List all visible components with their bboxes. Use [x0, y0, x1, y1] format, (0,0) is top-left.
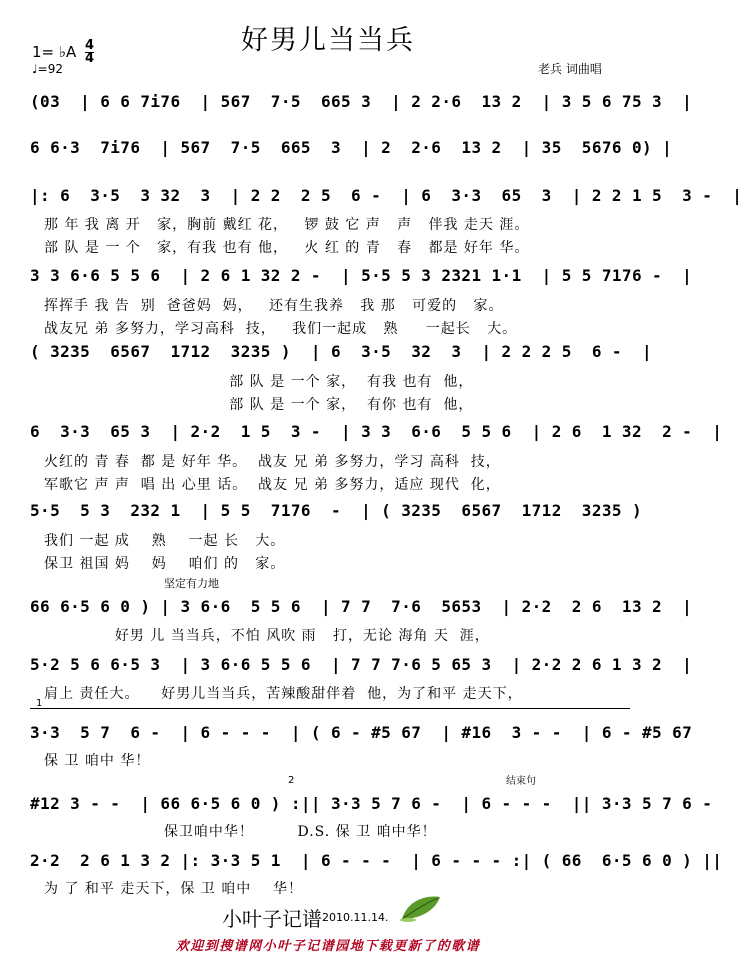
notation-line-9: 5·2 5 6 6·5 3 | 3 6·6 5 5 6 | 7 7 7·6 5 65 3 | 2·2 2 6 1 3 2 |	[30, 655, 693, 674]
lyric-line-11: 好男 儿 当当兵，不怕 风吹 雨 打，无论 海角 天 涯，	[44, 628, 490, 644]
time-bottom: 4	[85, 51, 95, 66]
volta-bracket-1	[30, 708, 630, 709]
lyric-line-7: 火红的 青 春 都 是 好年 华。 战友 兄 弟 多努力，学习 高科 技，	[44, 454, 501, 470]
author-credit: 老兵 词曲唱	[538, 62, 602, 76]
notation-line-7: 5·5 5 3 232 1 | 5 5 7176 - | ( 3235 6567 1712 3235 )	[30, 501, 643, 520]
time-top: 4	[85, 38, 95, 53]
notation-line-8: 66 6·5 6 0 ) | 3 6·6 5 5 6 | 7 7 7·6 5653 | 2·2 2 6 13 2 |	[30, 597, 693, 616]
notation-line-5: ( 3235 6567 1712 3235 ) | 6 3·5 32 3 | 2 2 2 5 6 - |	[30, 342, 653, 361]
song-title: 好男儿当当兵	[241, 25, 415, 56]
volta-1-label: 1	[36, 698, 43, 709]
volta-2-label: 2	[288, 775, 295, 786]
notation-line-1: (03 | 6 6 7i76 | 567 7·5 665 3 | 2 2·6 13 2 | 3 5 6 75 3 |	[30, 92, 693, 111]
lyric-line-15: 为 了 和平 走天下，保 卫 咱中 华！	[44, 881, 304, 897]
notation-line-3: |: 6 3·5 3 32 3 | 2 2 2 5 6 - | 6 3·3 65 3 | 2 2 1 5 3 - |	[30, 186, 742, 205]
lyric-line-6: 部 队 是 一个 家， 有你 也有 他，	[44, 397, 474, 413]
leaf-icon	[398, 893, 444, 927]
footer-note: 欢迎到搜谱网小叶子记谱园地下载更新了的歌谱	[175, 939, 481, 954]
lyric-line-3: 挥挥手 我 告 别 爸爸妈 妈， 还有生我养 我 那 可爱的 家。	[44, 298, 504, 314]
lyric-line-13: 保 卫 咱中 华！	[44, 753, 151, 769]
tempo-marking: ♩=92	[32, 62, 63, 76]
ending-label: 结束句	[506, 776, 536, 787]
key-text: 1= ♭A	[32, 43, 77, 61]
lyric-line-8: 军歌它 声 声 唱 出 心里 话。 战友 兄 弟 多努力，适应 现代 化，	[44, 477, 501, 493]
time-signature	[85, 40, 94, 65]
lyric-line-1: 那 年 我 离 开 家，胸前 戴红 花， 锣 鼓 它 声 声 伴我 走天 涯。	[44, 217, 530, 233]
notation-line-11: #12 3 - - | 66 6·5 6 0 ) :|| 3·3 5 7 6 - | 6 - - - || 3·3 5 7 6 -	[30, 794, 713, 813]
lyric-line-12: 肩上 责任大。 好男儿当当兵，苦辣酸甜伴着 他，为了和平 走天下，	[44, 686, 523, 702]
lyric-line-14: 保卫咱中华！ D.S. 保 卫 咱中华！	[44, 824, 437, 840]
lyric-line-2: 部 队 是 一 个 家，有我 也有 他， 火 红 的 青 春 都是 好年 华。	[44, 240, 530, 256]
lyric-line-5: 部 队 是 一个 家， 有我 也有 他，	[44, 374, 474, 390]
notation-line-4: 3 3 6·6 5 5 6 | 2 6 1 32 2 - | 5·5 5 3 2321 1·1 | 5 5 7176 - |	[30, 266, 693, 285]
expression-mark: 坚定有力地	[164, 577, 219, 590]
notation-line-6: 6 3·3 65 3 | 2·2 1 5 3 - | 3 3 6·6 5 5 6 | 2 6 1 32 2 - |	[30, 422, 723, 441]
notation-line-2: 6 6·3 7i76 | 567 7·5 665 3 | 2 2·6 13 2 | 35 5676 0) |	[30, 138, 673, 157]
lyric-line-9: 我们 一起 成 熟 一起 长 大。	[44, 533, 286, 549]
notation-line-10: 3·3 5 7 6 - | 6 - - - | ( 6 - #5 67 | #16 3 - - | 6 - #5 67	[30, 723, 693, 742]
lyric-line-10: 保卫 祖国 妈 妈 咱们 的 家。	[44, 556, 286, 572]
notation-line-12: 2·2 2 6 1 3 2 |: 3·3 5 1 | 6 - - - | 6 - - - :| ( 66 6·5 6 0 ) ||	[30, 851, 723, 870]
transcriber-signature: 小叶子记谱	[222, 907, 322, 931]
transcription-date: 2010.11.14.	[322, 911, 389, 924]
lyric-line-4: 战友兄 弟 多努力，学习高科 技， 我们一起成 熟 一起长 大。	[44, 321, 518, 337]
